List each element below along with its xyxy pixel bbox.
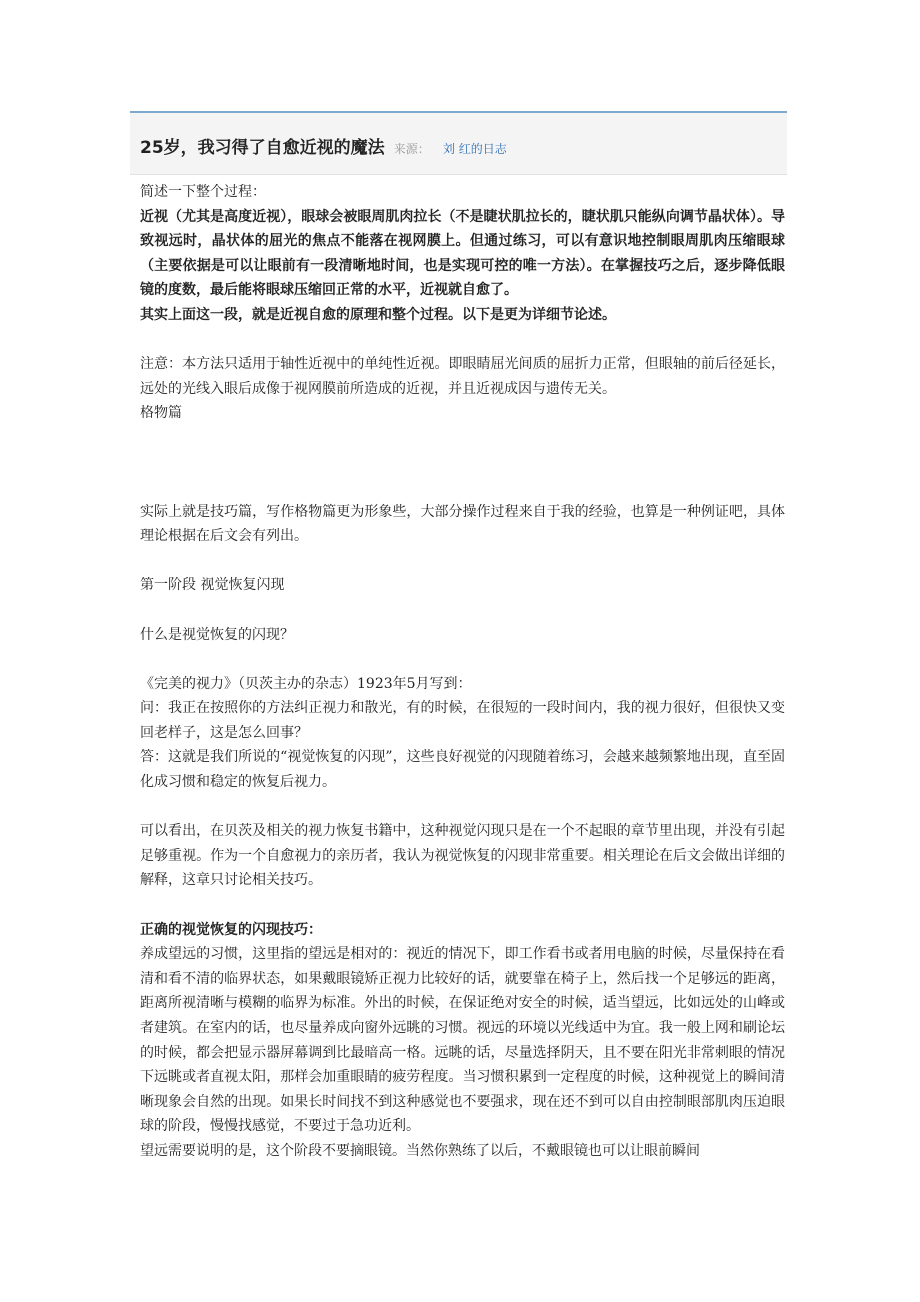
source-label: 来源： [393,142,430,156]
technique-heading: 正确的视觉恢复的闪现技巧： [140,921,322,938]
article-header [130,111,787,175]
spacer [140,893,785,918]
spacer [140,549,785,574]
paragraph-technique: 养成望远的习惯，这里指的望远是相对的：视近的情况下，即工作看书或者用电脑的时候，尽量保持在看清和看不清的临界状态，如果戴眼镜矫正视力比较好的话，就要靠在椅子上，然后找一个足够远的距离，距离所视清晰与模糊的临界为标准。外出的时候，在保证绝对安全的时候，适当望远，比如远处的山峰或者建筑。在室内的话，也尽量养成向窗外远眺的习惯。视远的环境以光线适中为宜。我一般上网和刷论坛的时候，都会把显示器屏幕调到比最暗高一格。远眺的话，尽量选择阴天，且不要在阳光非常刺眼的情况下远眺或者直视太阳，那样会加重眼睛的疲劳程度。当习惯积累到一定程度的时候，这种视觉上的瞬间清晰现象会自然的出现。如果长时间找不到这种感觉也不要强求，现在还不到可以自由控制眼部肌肉压迫眼球的阶段，慢慢找感觉，不要过于急功近利。 [140,946,785,1135]
paragraph-summary: 近视（尤其是高度近视），眼球会被眼周肌肉拉长（不是睫状肌拉长的，睫状肌只能纵向调节晶状体）。导致视远时，晶状体的屈光的焦点不能落在视网膜上。但通过练习，可以有意识地控制眼周肌肉压缩眼球（主要依据是可以让眼前有一段清晰地时间，也是实现可控的唯一方法）。在掌握技巧之后，逐步降低眼镜的度数，最后能将眼球压缩回正常的水平，近视就自愈了。 [140,208,785,299]
paragraph-question: 问：我正在按照你的方法纠正视力和散光，有的时候，在很短的一段时间内，我的视力很好，但很快又变回老样子，这是怎么回事？ [140,700,785,741]
stage-heading: 第一阶段 视觉恢复闪现 [140,577,285,594]
paragraph-notice: 注意：本方法只适用于轴性近视中的单纯性近视。即眼睛屈光间质的屈折力正常，但眼轴的前后径延长，远处的光线入眼后成像于视网膜前所造成的近视，并且近视成因与遗传无关。 [140,356,785,397]
article-title: 25岁，我习得了自愈近视的魔法 [140,138,385,158]
title-line [140,133,507,158]
article-body [140,180,785,1164]
paragraph-glasses-note: 望远需要说明的是，这个阶段不要摘眼镜。当然你熟练了以后，不戴眼镜也可以让眼前瞬间 [140,1142,700,1159]
spacer [140,426,785,475]
paragraph-analysis: 可以看出，在贝茨及相关的视力恢复书籍中，这种视觉闪现只是在一个不起眼的章节里出现，并没有引起足够重视。作为一个自愈视力的亲历者，我认为视觉恢复的闪现非常重要。相关理论在后文会做出详细的解释，这章只讨论相关技巧。 [140,823,785,889]
section-heading-gewu: 格物篇 [140,405,182,422]
paragraph-summary-intro: 简述一下整个过程： [140,184,266,200]
paragraph-answer: 答：这就是我们所说的“视觉恢复的闪现”，这些良好视觉的闪现随着练习，会越来越频繁地出现，直至固化成习惯和稳定的恢复后视力。 [140,749,785,791]
spacer [140,795,785,820]
source-author-link[interactable]: 刘 红的日志 [442,142,507,156]
paragraph-quote-source: 《完美的视力》（贝茨主办的杂志）1923年5月写到： [140,675,472,692]
spacer [140,598,785,623]
paragraph-summary-note: 其实上面这一段，就是近视自愈的原理和整个过程。以下是更为详细节论述。 [140,306,616,323]
paragraph-gewu-intro: 实际上就是技巧篇，写作格物篇更为形象些，大部分操作过程来自于我的经验，也算是一种例证吧，具体理论根据在后文会有列出。 [140,503,785,545]
spacer [140,328,785,353]
spacer [140,647,785,672]
spacer [140,475,785,500]
question-heading: 什么是视觉恢复的闪现？ [140,626,294,643]
